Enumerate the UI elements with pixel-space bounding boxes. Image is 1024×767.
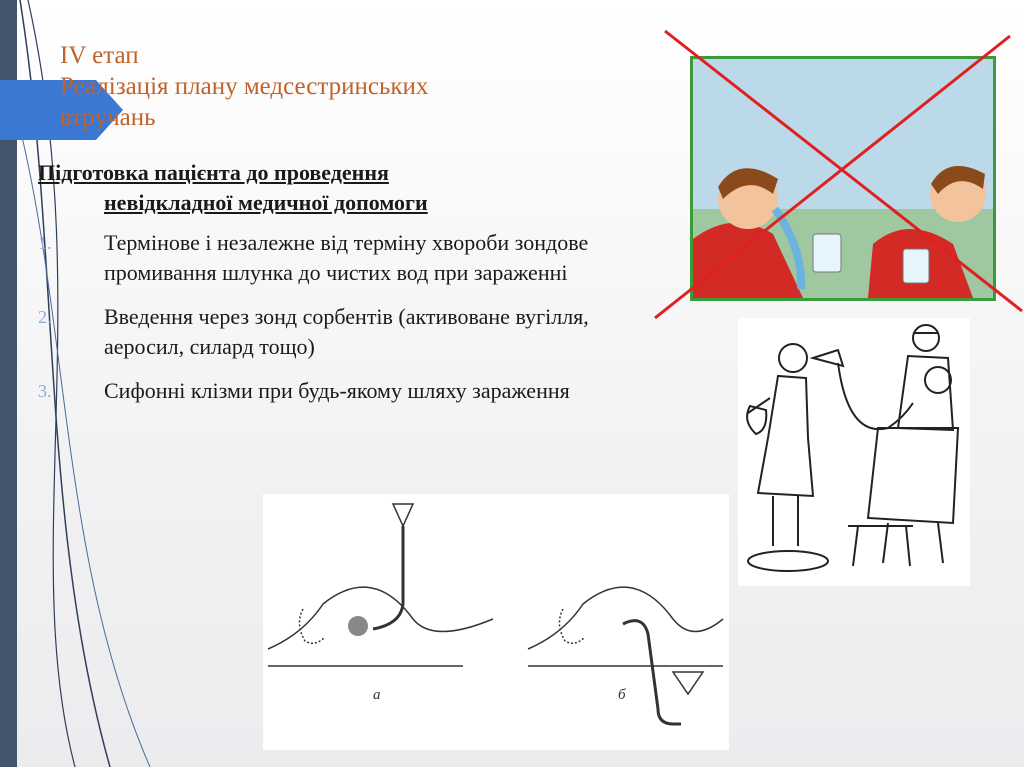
list-number: 3. [38, 381, 52, 401]
list-item-text: Введення через зонд сорбентів (активоване вугілля, аеросил, силард тощо) [104, 304, 589, 359]
figure-caption-a: а [373, 687, 381, 703]
title-line-3: втручань [60, 104, 156, 131]
list-item-text: Термінове і незалежне від терміну хвороби зондове промивання шлунка до чистих вод при зараженні [104, 230, 589, 285]
figure-caption-b: б [618, 687, 626, 703]
title-line-2: Реалізація плану медсестринських [60, 73, 429, 100]
list-item-text: Сифонні клізми при будь-якому шляху зараження [104, 378, 570, 403]
slide-body [38, 158, 648, 420]
list-number: 2. [38, 307, 52, 327]
heading-line-2: невідкладної медичної допомоги [104, 190, 428, 215]
title-line-1: IV етап [60, 42, 139, 69]
list-item [38, 228, 648, 288]
siphon-enema-diagram [263, 494, 729, 750]
gastric-lavage-procedure-illustration [738, 318, 970, 586]
steps-list [38, 228, 648, 406]
vomiting-people-illustration [690, 56, 996, 301]
list-item [38, 376, 648, 406]
list-number: 1. [38, 233, 52, 253]
list-item [38, 302, 648, 362]
slide-title [60, 40, 428, 133]
section-heading [38, 158, 648, 218]
heading-line-1: Підготовка пацієнта до проведення [38, 160, 389, 185]
